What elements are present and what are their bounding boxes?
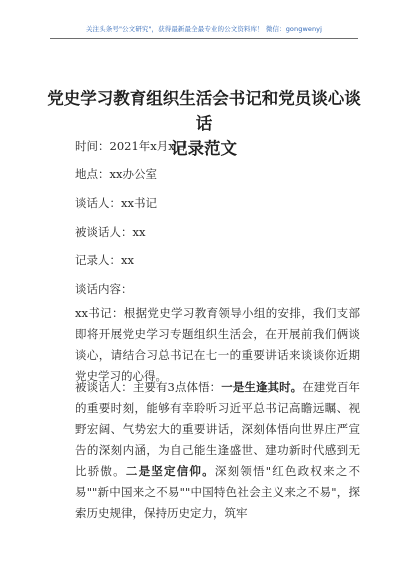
meta-recorder: 记录人：xx xyxy=(75,253,134,267)
meta-content-label: 谈话内容： xyxy=(75,282,133,296)
paragraph-2-text: 在建党百年的重要时刻，能够有幸聆听习近平总书记高瞻远瞩、视野宏阔、气势宏大的重要讲话，深刻体悟向世界庄严宣告的深刻内涵，为自己能生逢盛世、建功新时代感到无比骄傲。 xyxy=(75,380,361,478)
paragraph-1-text: xx书记：根据党史学习教育领导小组的安排，我们支部即将开展党史学习专题组织生活会，在开展前我们俩谈谈心，请结合习总书记在七一的重要讲话来谈谈你近期党史学习的心得。 xyxy=(75,306,360,383)
paragraph-1 xyxy=(75,303,360,387)
paragraph-2-prefix: 被谈话人：主要有3点体悟： xyxy=(75,380,222,394)
meta-time: 时间：2021年x月x日 xyxy=(75,139,187,153)
paragraph-2 xyxy=(75,377,360,524)
page-header: 关注头条号"公文研究"，获得最新最全最专业的公文资料库！ 微信：gongwenyj xyxy=(85,25,323,33)
meta-talker: 谈话人：xx书记 xyxy=(75,196,157,210)
paragraph-2-point-1: 一是生逢其时。 xyxy=(221,380,303,394)
paragraph-2-tail: 深刻领悟"红色政权来之不易""新中国来之不易""中国特色社会主义来之不易"，探索历史规律，保持历史定力，筑牢 xyxy=(75,464,360,520)
paragraph-2-point-2: 二是坚定信仰。 xyxy=(125,464,215,478)
title-line-2: 记录范文 xyxy=(171,139,237,158)
meta-place: 地点：xx办公室 xyxy=(75,167,157,181)
header-divider xyxy=(50,38,358,39)
meta-talkee: 被谈话人：xx xyxy=(75,225,146,239)
title-line-1: 党史学习教育组织生活会书记和党员谈心谈话 xyxy=(47,89,361,133)
